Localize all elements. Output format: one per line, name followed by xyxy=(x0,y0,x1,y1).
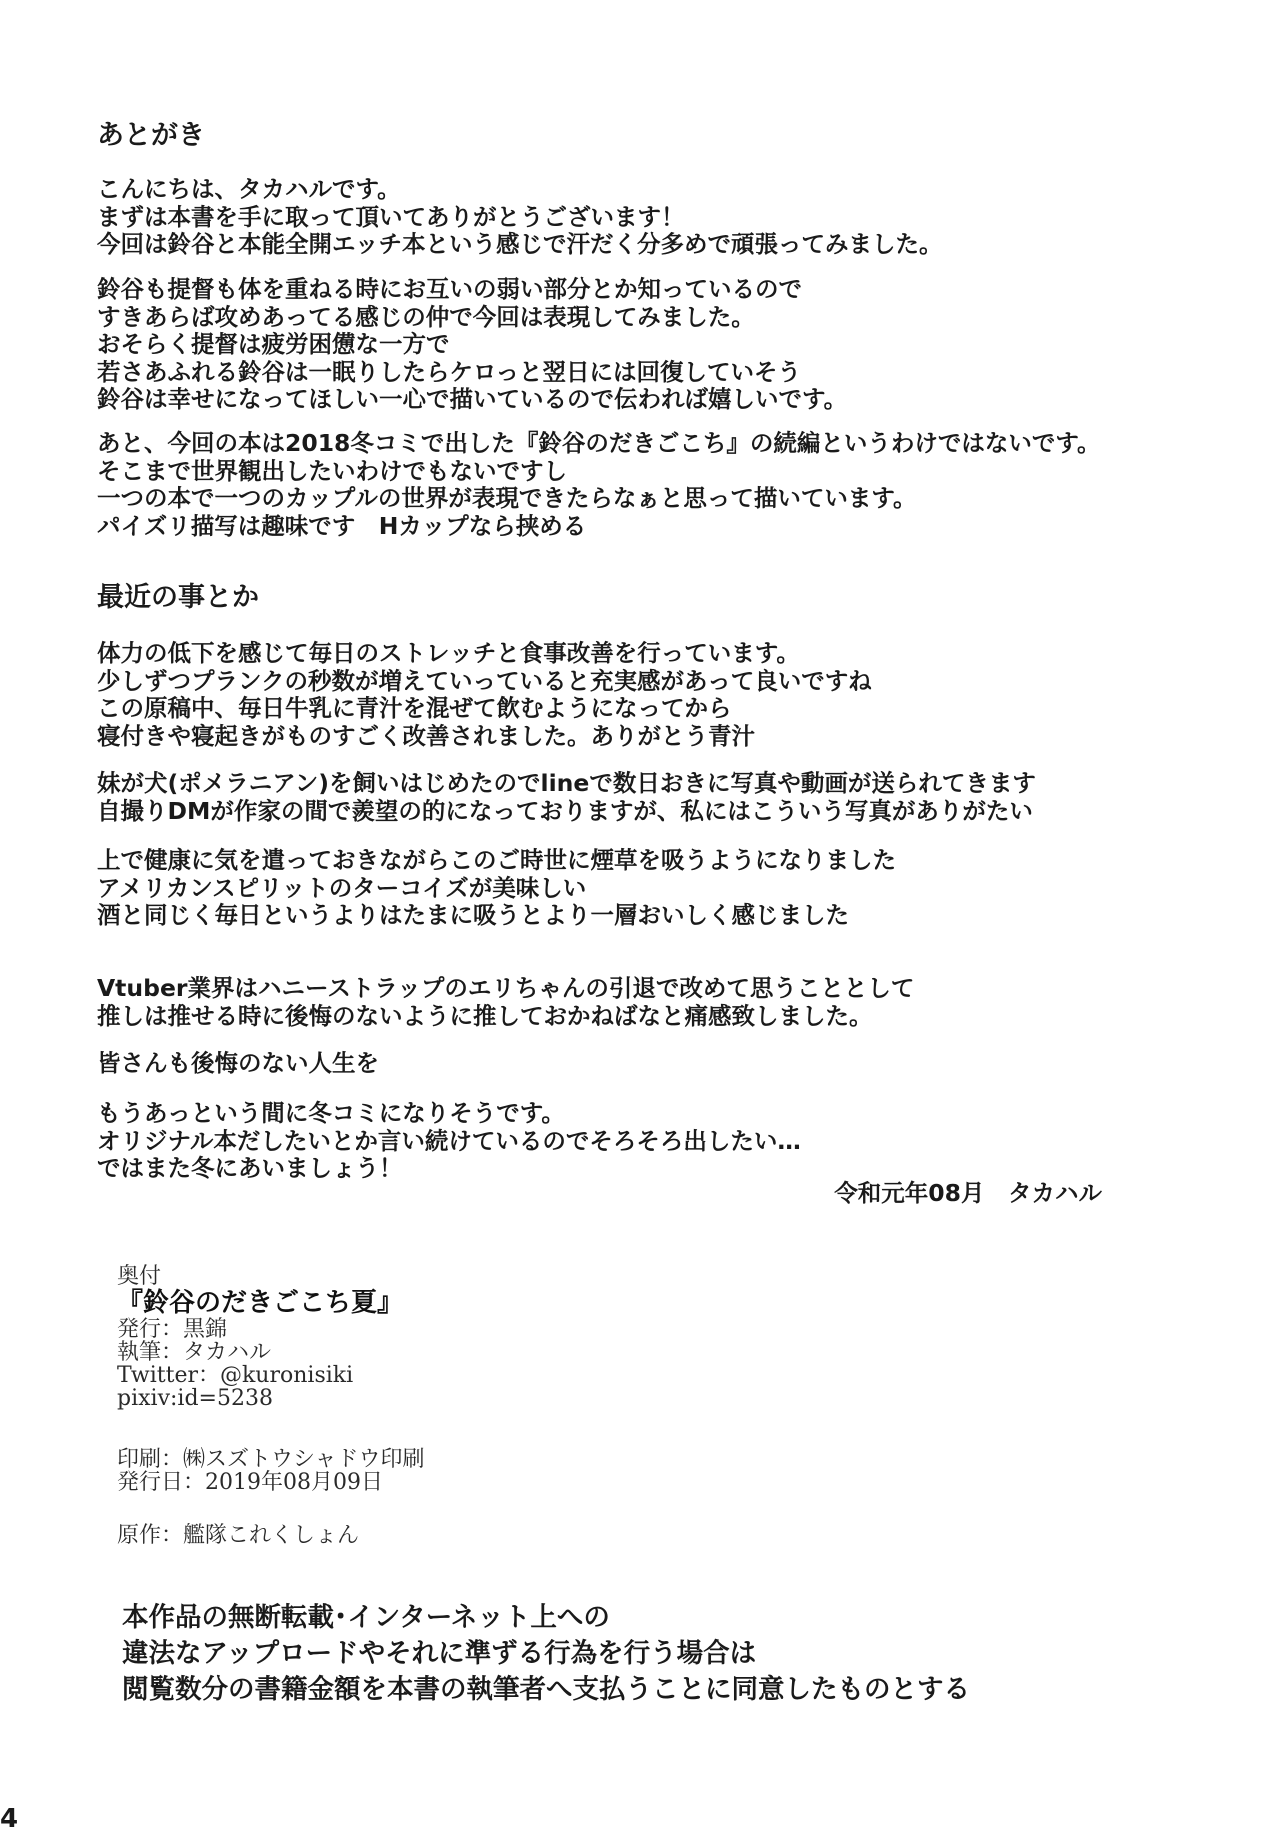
text-line: 妹が犬(ポメラニアン)を飼いはじめたのでlineで数日おきに写真や動画が送られてきます xyxy=(97,769,1036,797)
text-line: 一つの本で一つのカップルの世界が表現できたらなぁと思って描いています。 xyxy=(97,484,917,512)
pixiv-id: pixiv:id=5238 xyxy=(117,1386,273,1411)
twitter-handle: Twitter：@kuronisiki xyxy=(117,1363,354,1388)
text-line: 推しは推せる時に後悔のないように推しておかねばなと痛感致しました。 xyxy=(97,1001,873,1030)
recent-paragraph-5 xyxy=(97,1050,379,1078)
text-line: こんにちは、タカハルです。 xyxy=(97,175,401,203)
text-line: Vtuber業界はハニーストラップのエリちゃんの引退で改めて思うこととして xyxy=(97,974,915,1002)
text-line: おそらく提督は疲労困憊な一方で xyxy=(97,330,450,358)
text-line: 今回は鈴谷と本能全開エッチ本という感じで汗だく分多めで頑張ってみました。 xyxy=(97,230,943,258)
text-line: 皆さんも後悔のない人生を xyxy=(97,1049,379,1077)
colophon-label: 奥付 xyxy=(117,1264,162,1289)
text-line: 上で健康に気を遣っておきながらこのご時世に煙草を吸うようになりました xyxy=(97,846,896,874)
colophon-main xyxy=(117,1265,403,1410)
recent-paragraph-1 xyxy=(97,640,872,750)
text-line: あと、今回の本は2018冬コミで出した『鈴谷のだきごこち』の続編というわけではないです。 xyxy=(97,429,1101,457)
notice-line: 閲覧数分の書籍金額を本書の執筆者へ支払うことに同意したものとする xyxy=(122,1674,970,1705)
colophon-original xyxy=(117,1524,359,1547)
text-line: 自撮りDMが作家の間で羨望の的になっておりますが、私にはこういう写真がありがたい xyxy=(97,796,1033,825)
printer: 印刷：㈱スズトウシャドウ印刷 xyxy=(117,1447,425,1472)
signature: 令和元年08月 タカハル xyxy=(834,1179,1102,1207)
original-work: 原作：艦隊これくしょん xyxy=(117,1523,360,1548)
text-line: そこまで世界観出したいわけでもないですし xyxy=(97,456,567,485)
text-line: 寝付きや寝起きがものすごく改善されました。ありがとう青汁 xyxy=(97,721,755,750)
text-line: まずは本書を手に取って頂いてありがとうございます！ xyxy=(97,202,685,231)
text-line: 体力の低下を感じて毎日のストレッチと食事改善を行っています。 xyxy=(97,639,800,667)
recent-paragraph-3 xyxy=(97,847,896,930)
text-line: 若さあふれる鈴谷は一眠りしたらケロっと翌日には回復していそう xyxy=(97,357,802,386)
recent-paragraph-6 xyxy=(97,1100,801,1183)
text-line: すきあらば攻めあってる感じの仲で今回は表現してみました。 xyxy=(97,302,755,331)
text-line: パイズリ描写は趣味です Hカップなら挟める xyxy=(97,511,587,540)
recent-paragraph-4 xyxy=(97,975,914,1030)
copyright-notice xyxy=(122,1600,970,1708)
afterword-paragraph-3 xyxy=(97,430,1101,540)
notice-line: 本作品の無断転載･インターネット上への xyxy=(122,1602,610,1633)
text-line: ではまた冬にあいましょう！ xyxy=(97,1154,403,1182)
page-number: 4 xyxy=(0,1804,19,1834)
notice-line: 違法なアップロードやそれに準ずる行為を行う場合は xyxy=(122,1638,757,1669)
text-line: この原稿中、毎日牛乳に青汁を混ぜて飲むようになってから xyxy=(97,694,732,722)
text-line: 鈴谷は幸せになってほしい一心で描いているので伝われば嬉しいです。 xyxy=(97,385,848,413)
author: 執筆：タカハル xyxy=(117,1340,272,1365)
afterword-paragraph-2 xyxy=(97,276,847,414)
publisher: 発行：黒錦 xyxy=(117,1317,228,1342)
book-title: 『鈴谷のだきごこち夏』 xyxy=(117,1288,404,1318)
text-line: もうあっという間に冬コミになりそうです。 xyxy=(97,1099,565,1127)
publication-date: 発行日：2019年08月09日 xyxy=(117,1470,383,1495)
afterword-paragraph-1 xyxy=(97,176,943,259)
text-line: 酒と同じく毎日というよりはたまに吸うとより一層おいしく感じました xyxy=(97,901,849,929)
recent-paragraph-2 xyxy=(97,770,1036,825)
text-line: オリジナル本だしたいとか言い続けているのでそろそろ出したい… xyxy=(97,1126,801,1155)
text-line: アメリカンスピリットのターコイズが美味しい xyxy=(97,873,587,902)
colophon-printing xyxy=(117,1448,425,1494)
text-line: 鈴谷も提督も体を重ねる時にお互いの弱い部分とか知っているので xyxy=(97,275,802,303)
afterword-heading: あとがき xyxy=(97,120,205,151)
text-line: 少しずつプランクの秒数が増えていっていると充実感があって良いですね xyxy=(97,666,872,695)
recent-heading: 最近の事とか xyxy=(97,582,259,613)
